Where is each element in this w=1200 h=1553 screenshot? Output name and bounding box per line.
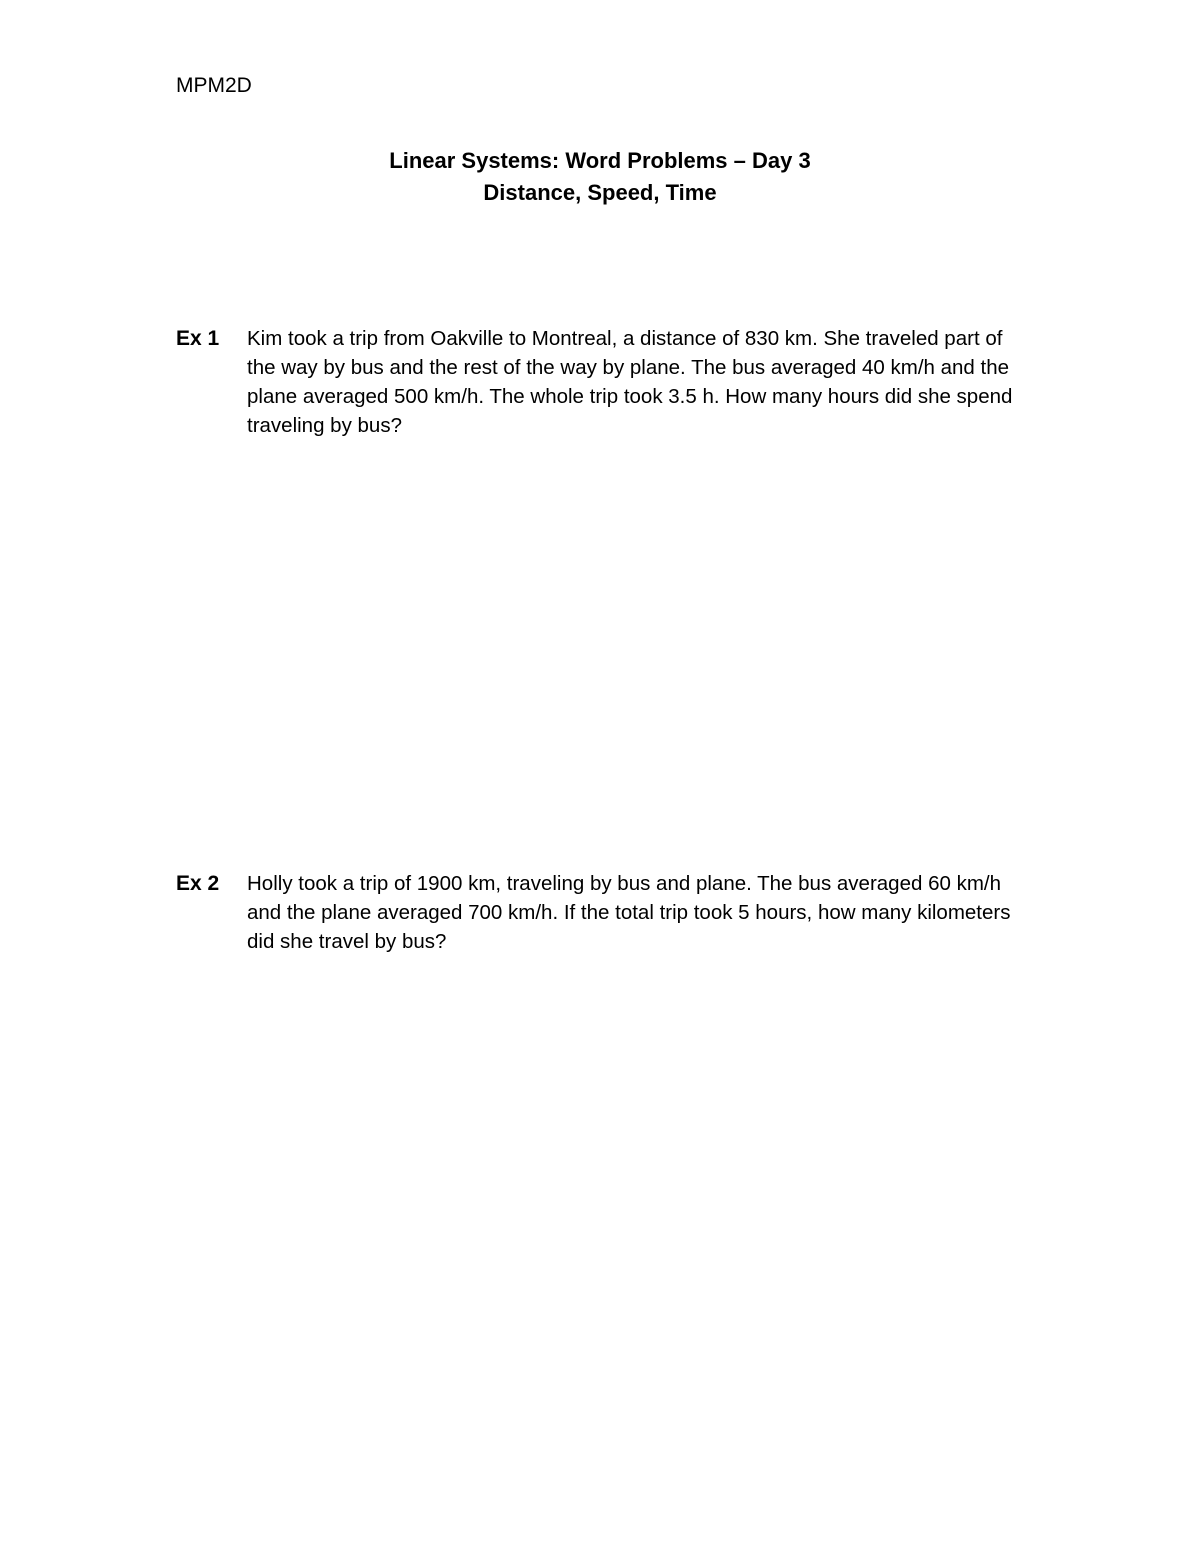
page-title	[0, 145, 1200, 209]
problem-label: Ex 1	[176, 327, 220, 350]
problem-label: Ex 2	[176, 872, 220, 895]
problem-text: Holly took a trip of 1900 km, traveling by bus and plane. The bus averaged 60 km/h and the plane averaged 700 km/h. If the total trip took 5 hours, how many kilometers did she travel by bus?	[247, 872, 1011, 953]
title-line-main: Linear Systems: Word Problems – Day 3	[389, 148, 811, 173]
answer-space-ex2	[176, 975, 1036, 1475]
title-line-subtitle: Distance, Speed, Time	[483, 180, 717, 205]
problem-text: Kim took a trip from Oakville to Montreal, a distance of 830 km. She traveled part of the way by bus and the rest of the way by plane. The bus averaged 40 km/h and the plane averaged 500 km/h. The whole trip took 3.5 h. How many hours did she spend traveling by bus?	[247, 327, 1013, 437]
course-code: MPM2D	[176, 74, 252, 97]
answer-space-ex1	[176, 450, 1036, 850]
